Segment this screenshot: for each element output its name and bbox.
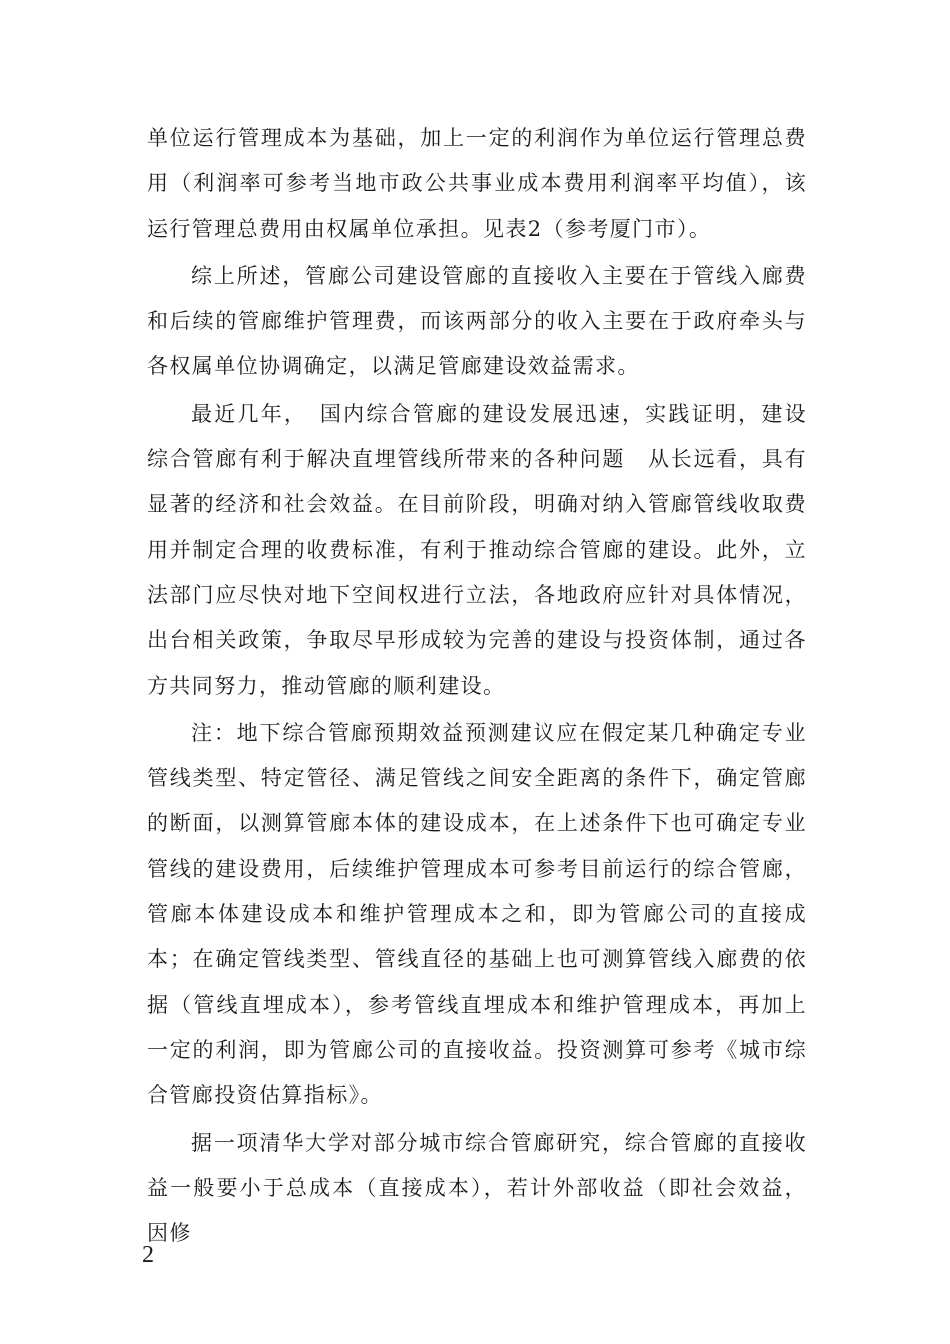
- paragraph-tsinghua-study: 据一项清华大学对部分城市综合管廊研究，综合管廊的直接收益一般要小于总成本（直接成本），若计外部收益（即社会效益，因修: [147, 1130, 807, 1246]
- paragraph-recent-development: 最近几年， 国内综合管廊的建设发展迅速，实践证明，建设综合管廊有利于解决直埋管线所带来的各种问题 从长远看，具有显著的经济和社会效益。在目前阶段，明确对纳入管廊管线收取费用并制定合理的收费标准，有利于推动综合管廊的建设。此外，立法部门应尽快对地下空间权进行立法，各地政府应针对具体情况，出台相关政策，争取尽早形成较为完善的建设与投资体制，通过各方共同努力，推动管廊的顺利建设。: [147, 401, 807, 698]
- page-number: 2: [142, 1242, 154, 1268]
- paragraph-operating-cost: 单位运行管理成本为基础，加上一定的利润作为单位运行管理总费用（利润率可参考当地市政公共事业成本费用利润率平均值），该运行管理总费用由权属单位承担。见表2（参考厦门市）。: [147, 126, 807, 241]
- paragraph-summary: 综上所述，管廊公司建设管廊的直接收入主要在于管线入廊费和后续的管廊维护管理费，而该两部分的收入主要在于政府牵头与各权属单位协调确定，以满足管廊建设效益需求。: [147, 263, 807, 379]
- body-text: [147, 116, 807, 1258]
- paragraph-note: 注：地下综合管廊预期效益预测建议应在假定某几种确定专业管线类型、特定管径、满足管线之间安全距离的条件下，确定管廊的断面，以测算管廊本体的建设成本，在上述条件下也可确定专业管线的建设费用，后续维护管理成本可参考目前运行的综合管廊，管廊本体建设成本和维护管理成本之和，即为管廊公司的直接成本；在确定管线类型、管线直径的基础上也可测算管线入廊费的依据（管线直埋成本），参考管线直埋成本和维护管理成本，再加上一定的利润，即为管廊公司的直接收益。投资测算可参考《城市综合管廊投资估算指标》。: [147, 720, 807, 1108]
